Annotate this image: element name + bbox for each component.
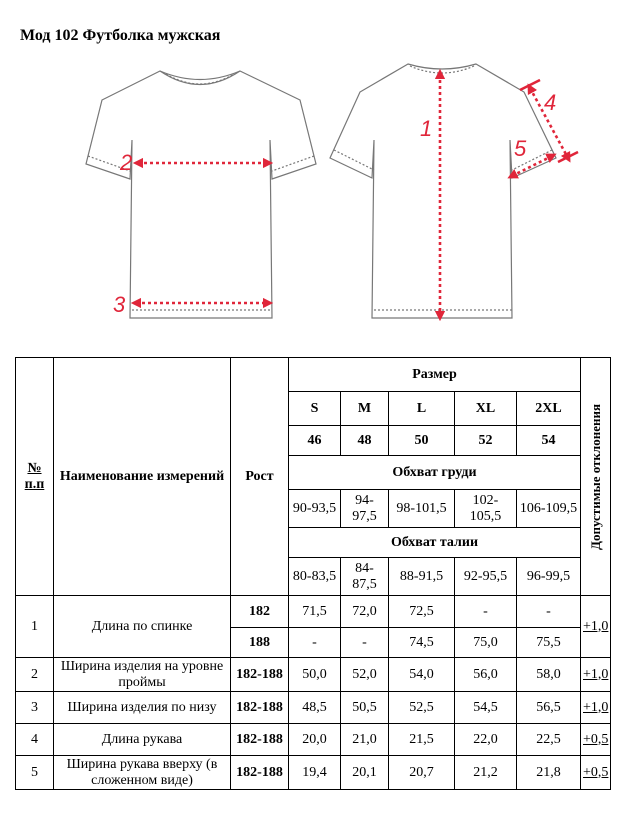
cell-value: 71,5 (289, 596, 341, 628)
chest-value: 98-101,5 (389, 490, 455, 528)
header-tolerance: Допустимые отклонения (581, 358, 611, 596)
size-number: 48 (341, 426, 389, 456)
header-size: Размер (289, 358, 581, 392)
cell-value: - (289, 628, 341, 658)
table-row (16, 596, 611, 628)
row-height: 182-188 (231, 756, 289, 790)
row-tolerance: +0,5 (581, 724, 611, 756)
size-chart-table (15, 357, 611, 790)
cell-value: 50,5 (341, 692, 389, 724)
table-row (16, 658, 611, 692)
chest-value: 90-93,5 (289, 490, 341, 528)
back-tshirt-outline (330, 64, 556, 318)
waist-value: 80-83,5 (289, 558, 341, 596)
row-height: 182-188 (231, 692, 289, 724)
diagram-label-1: 1 (420, 116, 433, 141)
row-num: 3 (16, 692, 54, 724)
cell-value: 74,5 (389, 628, 455, 658)
row-num: 1 (16, 596, 54, 658)
row-num: 2 (16, 658, 54, 692)
diagram-label-4: 4 (544, 90, 557, 115)
cell-value: 56,5 (517, 692, 581, 724)
cell-value: 75,0 (455, 628, 517, 658)
cell-value: 72,5 (389, 596, 455, 628)
size-letter: S (289, 392, 341, 426)
size-number: 50 (389, 426, 455, 456)
cell-value: 21,0 (341, 724, 389, 756)
row-name: Ширина рукава вверху (в сложенном виде) (54, 756, 231, 790)
size-letter: 2XL (517, 392, 581, 426)
table-row (16, 692, 611, 724)
document-title: Мод 102 Футболка мужская (20, 27, 221, 44)
cell-value: 50,0 (289, 658, 341, 692)
cell-value: 52,5 (389, 692, 455, 724)
row-height: 188 (231, 628, 289, 658)
chest-header: Обхват груди (289, 456, 581, 490)
cell-value: 75,5 (517, 628, 581, 658)
waist-value: 96-99,5 (517, 558, 581, 596)
cell-value: - (341, 628, 389, 658)
waist-header: Обхват талии (289, 528, 581, 558)
cell-value: 54,5 (455, 692, 517, 724)
table-row (16, 724, 611, 756)
front-tshirt-outline (86, 71, 316, 318)
row-height: 182-188 (231, 658, 289, 692)
cell-value: 21,2 (455, 756, 517, 790)
size-letter: XL (455, 392, 517, 426)
row-name: Ширина изделия по низу (54, 692, 231, 724)
cell-value: - (517, 596, 581, 628)
size-letter: M (341, 392, 389, 426)
header-num: № п.п (16, 358, 54, 596)
cell-value: 72,0 (341, 596, 389, 628)
cell-value: 20,0 (289, 724, 341, 756)
size-number: 52 (455, 426, 517, 456)
diagram-label-3: 3 (113, 292, 126, 317)
table-row (16, 756, 611, 790)
row-height: 182 (231, 596, 289, 628)
size-number: 54 (517, 426, 581, 456)
row-tolerance: +1,0 (581, 692, 611, 724)
cell-value: 22,5 (517, 724, 581, 756)
chest-value: 94-97,5 (341, 490, 389, 528)
cell-value: 19,4 (289, 756, 341, 790)
row-tolerance: +1,0 (581, 658, 611, 692)
row-num: 5 (16, 756, 54, 790)
row-name: Длина рукава (54, 724, 231, 756)
waist-value: 88-91,5 (389, 558, 455, 596)
size-letter: L (389, 392, 455, 426)
row-num: 4 (16, 724, 54, 756)
header-name: Наименование измерений (54, 358, 231, 596)
cell-value: 21,5 (389, 724, 455, 756)
cell-value: 20,7 (389, 756, 455, 790)
row-tolerance: +0,5 (581, 756, 611, 790)
cell-value: 20,1 (341, 756, 389, 790)
cell-value: 22,0 (455, 724, 517, 756)
cell-value: 56,0 (455, 658, 517, 692)
row-name: Длина по спинке (54, 596, 231, 658)
tshirt-diagram (0, 50, 639, 330)
waist-value: 92-95,5 (455, 558, 517, 596)
cell-value: 58,0 (517, 658, 581, 692)
chest-value: 102-105,5 (455, 490, 517, 528)
cell-value: 52,0 (341, 658, 389, 692)
cell-value: 21,8 (517, 756, 581, 790)
row-tolerance: +1,0 (581, 596, 611, 658)
chest-value: 106-109,5 (517, 490, 581, 528)
waist-value: 84-87,5 (341, 558, 389, 596)
header-height: Рост (231, 358, 289, 596)
row-name: Ширина изделия на уровне проймы (54, 658, 231, 692)
diagram-label-5: 5 (514, 136, 527, 161)
cell-value: 48,5 (289, 692, 341, 724)
cell-value: 54,0 (389, 658, 455, 692)
size-number: 46 (289, 426, 341, 456)
row-height: 182-188 (231, 724, 289, 756)
diagram-label-2: 2 (120, 150, 133, 175)
cell-value: - (455, 596, 517, 628)
